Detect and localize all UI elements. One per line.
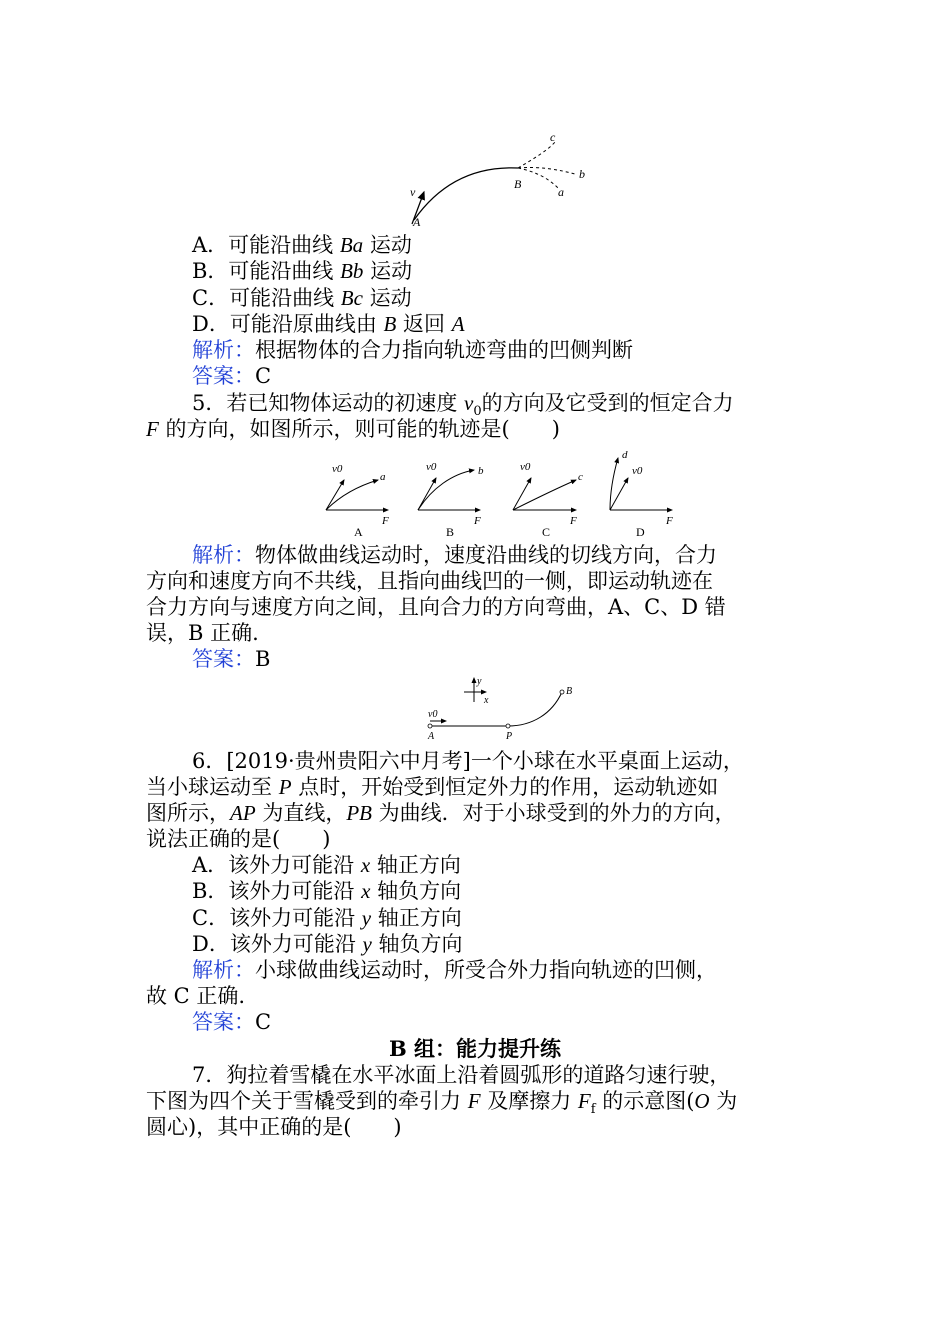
q5-stem-line1: 5．若已知物体运动的初速度 $v_0$的方向及它受到的恒定合力 <box>192 391 734 420</box>
q5-panel-d <box>610 450 673 539</box>
svg-text:F: F <box>666 515 673 527</box>
q6-trajectory-figure <box>420 674 590 742</box>
q6-stem-line1: 6．[2019·贵州贵阳六中月考]一个小球在水平桌面上运动， <box>192 749 744 773</box>
q4-option-c: C．可能沿曲线 Bc 运动 <box>192 286 412 310</box>
q5-options-figure <box>318 450 688 542</box>
svg-text:B: B <box>446 525 455 539</box>
q5-panel-a <box>326 463 389 539</box>
svg-text:y: y <box>477 676 482 687</box>
svg-text:d: d <box>622 450 628 461</box>
svg-text:v0: v0 <box>632 465 643 477</box>
svg-text:F: F <box>382 515 389 527</box>
q7-stem-line3: 圆心)，其中正确的是( ) <box>146 1115 402 1139</box>
q7-stem-line1: 7．狗拉着雪橇在水平冰面上沿着圆弧形的道路匀速行驶， <box>192 1063 731 1087</box>
svg-text:P: P <box>506 731 513 742</box>
q6-answer: 答案：C <box>192 1010 272 1034</box>
svg-text:v0: v0 <box>520 461 531 473</box>
q5-analysis-line4: 误，B 正确. <box>146 621 259 645</box>
q4-trajectory-figure <box>400 128 600 228</box>
q7-stem-line2: 下图为四个关于雪橇受到的牵引力 F 及摩擦力 $F_f$ 的示意图(O 为 <box>146 1089 738 1118</box>
label-B: B <box>514 177 522 191</box>
label-a: a <box>558 185 564 199</box>
q4-option-b: B．可能沿曲线 Bb 运动 <box>192 259 413 283</box>
svg-text:a: a <box>380 471 386 483</box>
q6-analysis-line2: 故 C 正确. <box>146 984 246 1008</box>
curve-c <box>518 142 555 168</box>
curve-b <box>518 167 575 174</box>
q6-option-d: D．该外力可能沿 y 轴负方向 <box>192 932 463 956</box>
q6-analysis-line1: 解析：小球做曲线运动时，所受合外力指向轨迹的凹侧， <box>192 958 717 982</box>
q6-option-c: C．该外力可能沿 y 轴正方向 <box>192 906 462 930</box>
q6-stem-line4: 说法正确的是( ) <box>146 827 331 851</box>
q5-analysis-line3: 合力方向与速度方向之间，且向合力的方向弯曲，A、C、D 错 <box>146 595 726 619</box>
q6-option-b: B．该外力可能沿 x 轴负方向 <box>192 879 462 903</box>
q6-option-a: A．该外力可能沿 x 轴正方向 <box>192 853 461 877</box>
section-b-heading: B 组：能力提升练 <box>388 1036 562 1061</box>
svg-text:D: D <box>636 525 645 539</box>
axes-icon <box>464 676 489 706</box>
q5-answer: 答案：B <box>192 647 271 671</box>
q5-panel-c <box>513 461 583 539</box>
svg-text:x: x <box>484 695 489 706</box>
q5-panel-b <box>418 461 484 539</box>
svg-text:A: A <box>354 525 363 539</box>
svg-text:v0: v0 <box>426 461 437 473</box>
svg-text:c: c <box>578 471 583 483</box>
svg-text:B: B <box>566 686 573 697</box>
label-b: b <box>579 167 585 181</box>
curve-a <box>518 168 558 188</box>
q5-stem-line2: F 的方向，如图所示，则可能的轨迹是( ) <box>146 417 560 441</box>
svg-text:A: A <box>428 731 435 742</box>
svg-text:v0: v0 <box>332 463 343 475</box>
label-A: A <box>413 215 421 228</box>
q5-analysis-line1: 解析：物体做曲线运动时，速度沿曲线的切线方向，合力 <box>192 543 717 567</box>
q4-option-d: D．可能沿原曲线由 B 返回 A <box>192 312 465 336</box>
svg-text:b: b <box>478 465 484 477</box>
curve-PB <box>508 692 562 726</box>
original-curve <box>414 168 518 220</box>
q4-answer: 答案：C <box>192 364 272 388</box>
svg-text:F: F <box>570 515 577 527</box>
q6-stem-line3: 图所示，AP 为直线，PB 为曲线．对于小球受到的外力的方向， <box>146 801 736 825</box>
q6-stem-line2: 当小球运动至 P 点时，开始受到恒定外力的作用，运动轨迹如 <box>146 775 719 799</box>
svg-text:v0: v0 <box>428 709 438 720</box>
q4-analysis: 解析：根据物体的合力指向轨迹弯曲的凹侧判断 <box>192 338 633 362</box>
q4-option-a: A．可能沿曲线 Ba 运动 <box>192 233 412 257</box>
q5-analysis-line2: 方向和速度方向不共线，且指向曲线凹的一侧，即运动轨迹在 <box>146 569 713 593</box>
label-v: v <box>410 185 416 199</box>
svg-text:F: F <box>474 515 481 527</box>
label-c: c <box>550 130 556 144</box>
svg-text:C: C <box>542 525 551 539</box>
